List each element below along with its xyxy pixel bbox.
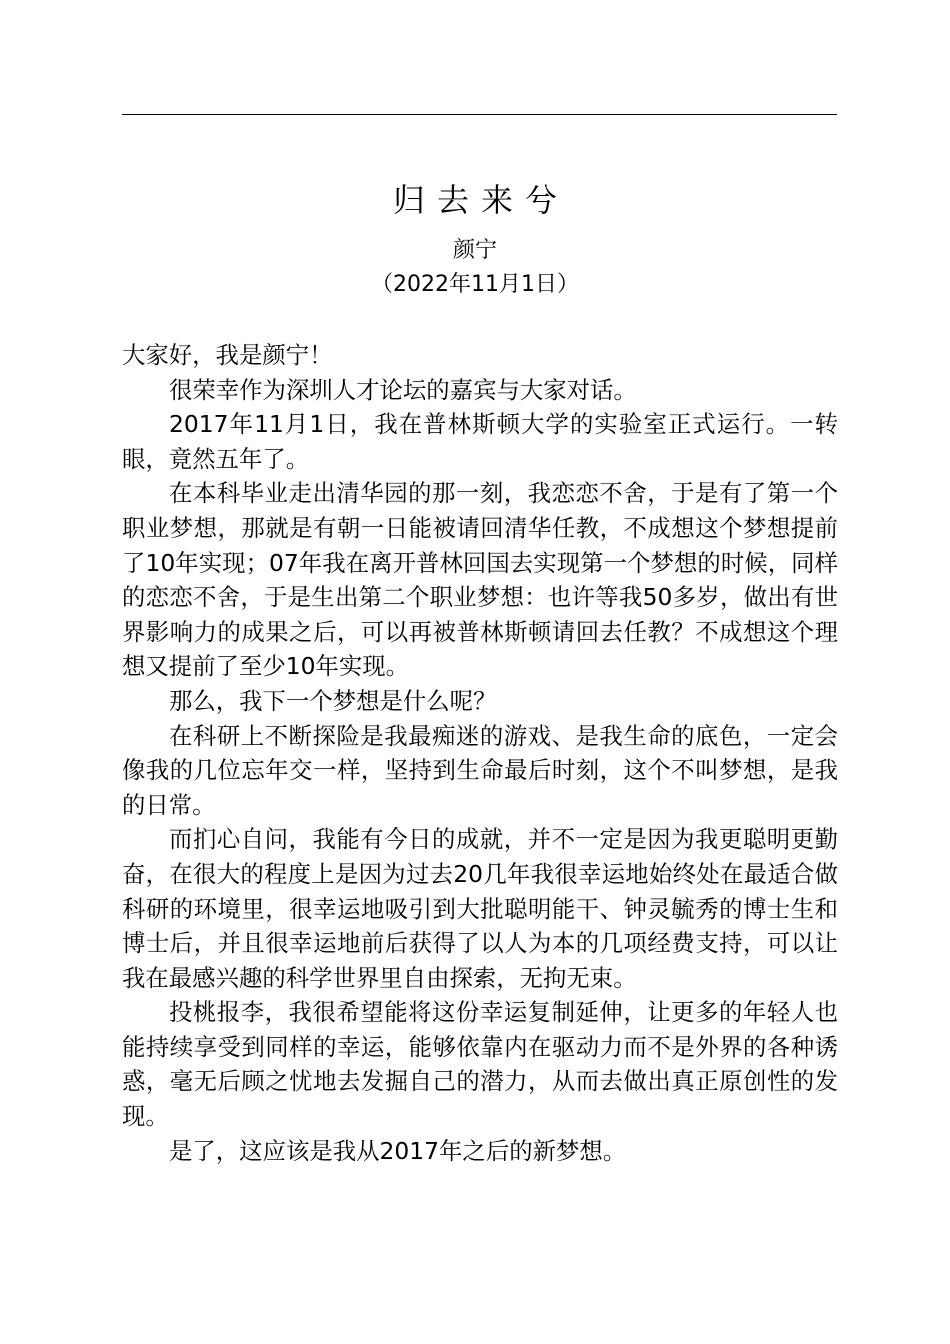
paragraph: 投桃报李，我很希望能将这份幸运复制延伸，让更多的年轻人也能持续享受到同样的幸运，能够依靠内在驱动力而不是外界的各种诱惑，毫无后顾之忧地去发掘自己的潜力，从而去做出真正原创性的发现。 bbox=[122, 998, 838, 1131]
paragraph: 在本科毕业走出清华园的那一刻，我恋恋不舍，于是有了第一个职业梦想，那就是有朝一日能被请回清华任教，不成想这个梦想提前了10年实现；07年我在离开普林回国去实现第一个梦想的时候，同样的恋恋不舍，于是生出第二个职业梦想：也许等我50多岁，做出有世界影响力的成果之后，可以再被普林斯顿请回去任教？不成想这个理想又提前了至少10年实现。 bbox=[122, 479, 838, 681]
article-body bbox=[122, 338, 838, 1168]
paragraph: 在科研上不断探险是我最痴迷的游戏、是我生命的底色，一定会像我的几位忘年交一样，坚持到生命最后时刻，这个不叫梦想，是我的日常。 bbox=[122, 721, 838, 819]
paragraph-greeting: 大家好，我是颜宁！ bbox=[122, 341, 333, 369]
page-title: 归去来兮 bbox=[392, 181, 569, 219]
paragraph: 那么，我下一个梦想是什么呢？ bbox=[169, 686, 497, 715]
publish-date: （2022年11月1日） bbox=[371, 272, 579, 297]
paragraph: 2017年11月1日，我在普林斯顿大学的实验室正式运行。一转眼，竟然五年了。 bbox=[122, 410, 838, 473]
paragraph: 很荣幸作为深圳人才论坛的嘉宾与大家对话。 bbox=[169, 375, 637, 404]
header-rule bbox=[122, 114, 837, 115]
paragraph: 而扪心自问，我能有今日的成就，并不一定是因为我更聪明更勤奋，在很大的程度上是因为过去20几年我很幸运地始终处在最适合做科研的环境里，很幸运地吸引到大批聪明能干、钟灵毓秀的博士生和博士后，并且很幸运地前后获得了以人为本的几项经费支持，可以让我在最感兴趣的科学世界里自由探索，无拘无束。 bbox=[122, 825, 838, 992]
paragraph: 是了，这应该是我从2017年之后的新梦想。 bbox=[169, 1136, 627, 1165]
author-name: 颜宁 bbox=[452, 238, 497, 263]
